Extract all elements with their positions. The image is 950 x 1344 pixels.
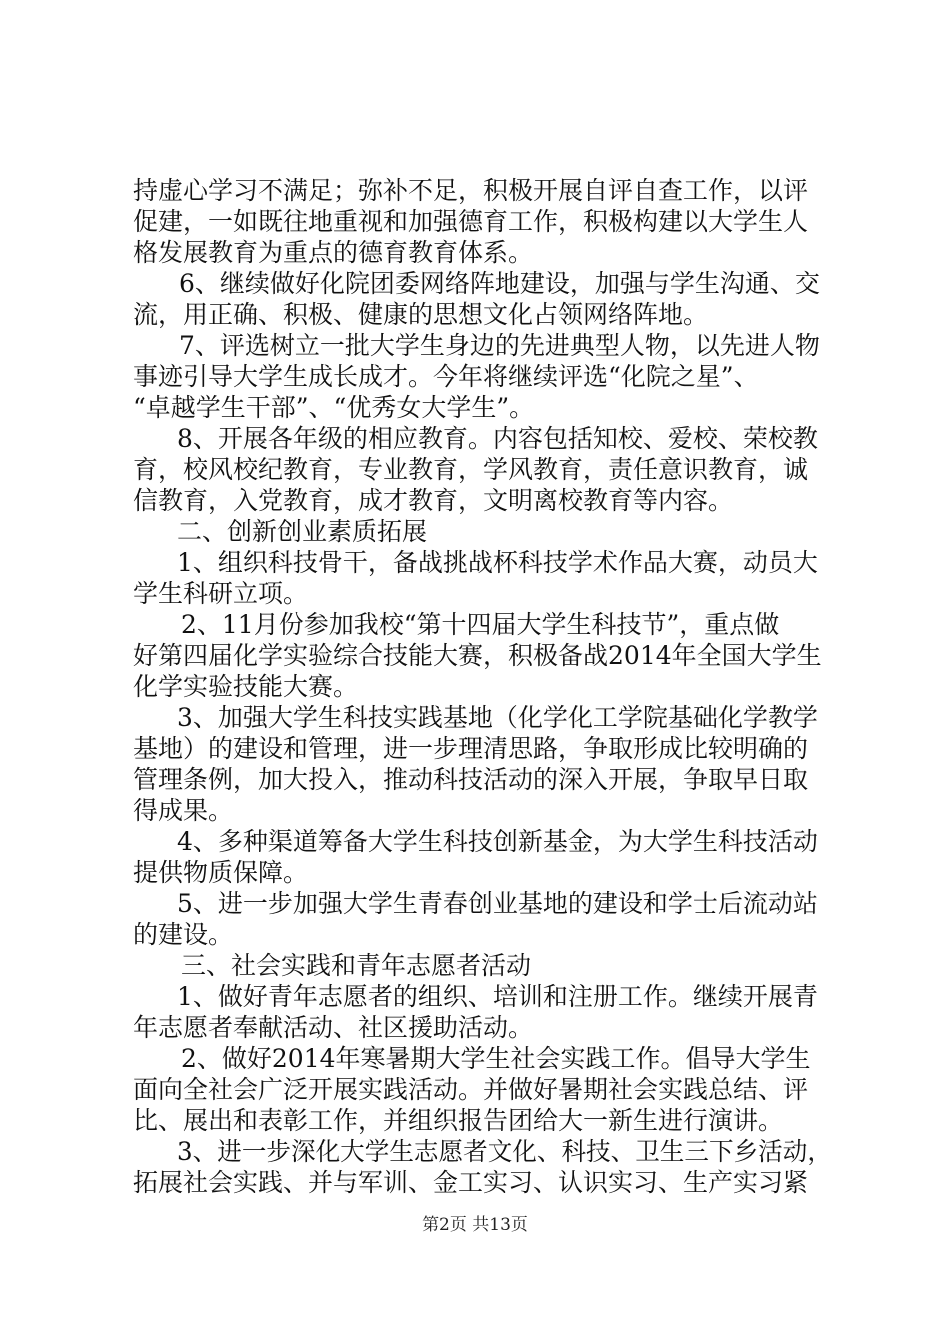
- text-line: 管理条例，加大投入，推动科技活动的深入开展，争取早日取: [133, 765, 809, 794]
- text-line: 7、评选树立一批大学生身边的先进典型人物，以先进人物: [179, 331, 820, 360]
- section-heading: 二、创新创业素质拓展: [177, 517, 428, 546]
- text-line: 促建，一如既往地重视和加强德育工作，积极构建以大学生人: [133, 207, 809, 236]
- text-line: 事迹引导大学生成长成才。今年将继续评选“化院之星”、: [133, 362, 759, 391]
- text-line: 3、进一步深化大学生志愿者文化、科技、卫生三下乡活动，: [177, 1137, 832, 1166]
- text-line: 6、继续做好化院团委网络阵地建设，加强与学生沟通、交: [179, 269, 820, 298]
- text-line: 5、进一步加强大学生青春创业基地的建设和学士后流动站: [177, 889, 818, 918]
- text-line: 育，校风校纪教育，专业教育，学风教育，责任意识教育，诚: [133, 455, 809, 484]
- text-line: 好第四届化学实验综合技能大赛，积极备战2014年全国大学生: [133, 641, 822, 670]
- text-line: 面向全社会广泛开展实践活动。并做好暑期社会实践总结、评: [133, 1075, 809, 1104]
- text-line: 得成果。: [133, 796, 234, 825]
- text-line: 基地）的建设和管理，进一步理清思路，争取形成比较明确的: [133, 734, 809, 763]
- page-number: 第2页 共13页: [422, 1215, 528, 1235]
- text-line: 比、展出和表彰工作，并组织报告团给大一新生进行演讲。: [133, 1106, 784, 1135]
- section-heading: 三、社会实践和青年志愿者活动: [181, 951, 532, 980]
- text-line: 信教育，入党教育，成才教育，文明离校教育等内容。: [133, 486, 734, 515]
- text-line: 年志愿者奉献活动、社区援助活动。: [133, 1013, 534, 1042]
- text-line: 1、组织科技骨干，备战挑战杯科技学术作品大赛，动员大: [177, 548, 818, 577]
- text-line: 3、加强大学生科技实践基地（化学化工学院基础化学教学: [177, 703, 818, 732]
- text-line: 流，用正确、积极、健康的思想文化占领网络阵地。: [133, 300, 709, 329]
- text-line: 格发展教育为重点的德育教育体系。: [133, 238, 534, 267]
- text-line: 1、做好青年志愿者的组织、培训和注册工作。继续开展青: [177, 982, 818, 1011]
- text-line: 学生科研立项。: [133, 579, 309, 608]
- text-line: 2、11月份参加我校“第十四届大学生科技节”，重点做: [181, 610, 780, 639]
- text-line: 提供物质保障。: [133, 858, 309, 887]
- text-line: 4、多种渠道筹备大学生科技创新基金，为大学生科技活动: [177, 827, 818, 856]
- text-line: 化学实验技能大赛。: [133, 672, 359, 701]
- text-line: 的建设。: [133, 920, 234, 949]
- text-line: “卓越学生干部”、“优秀女大学生”。: [133, 393, 535, 422]
- text-line: 拓展社会实践、并与军训、金工实习、认识实习、生产实习紧: [133, 1168, 809, 1197]
- text-line: 持虚心学习不满足；弥补不足，积极开展自评自查工作，以评: [133, 176, 809, 205]
- text-line: 8、开展各年级的相应教育。内容包括知校、爱校、荣校教: [177, 424, 818, 453]
- text-line: 2、做好2014年寒暑期大学生社会实践工作。倡导大学生: [181, 1044, 811, 1073]
